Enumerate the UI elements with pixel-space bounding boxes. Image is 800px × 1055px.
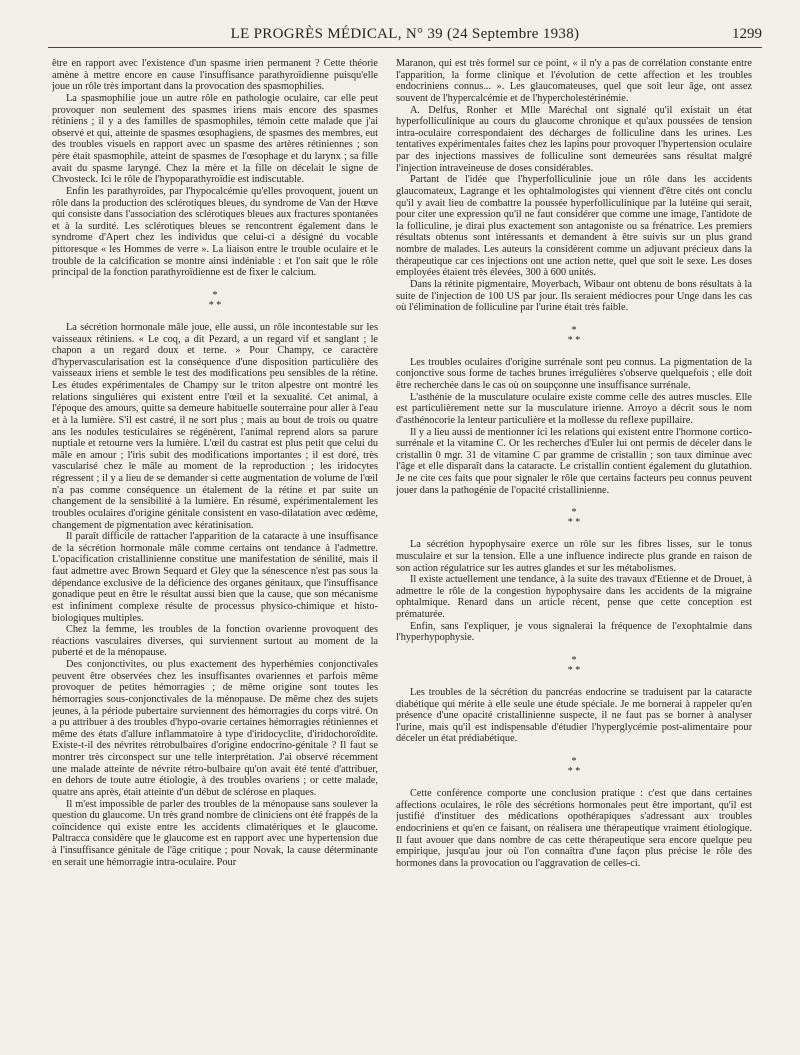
paragraph: Il y a lieu aussi de mentionner ici les relations qui existent entre l'hormone cortico-surrénale et la vitamine C. Or les recherches d'Euler lui ont permis de déceler dans le cristallin 0 mgr. 31 de vitamine C par gramme de cristallin ; son taux diminue avec l'âge et elle disparaît dans la cataracte. Le cristallin contient également du glutathion. Je ne cite ces faits que pour signaler le rôle que certains facteurs peu connus peuvent jouer dans la pathogénie de l'opacité cristallinienne. [396, 426, 752, 496]
paragraph: Cette conférence comporte une conclusion pratique : c'est que dans certaines affections oculaires, le rôle des sécrétions hormonales peut être important, qu'il est justifié d'instituer des médications opothérapiques s'adressant aux troubles endocriniens et qu'en ce faisant, on réalisera une thérapeutique vraiment étiologique. Il faut avouer que dans nombre de cas cette thérapeutique sera encore quelque peu empirique, jusqu'au jour où l'on connaîtra d'une façon plus précise le rôle des hormones dans la provocation ou l'aggravation de celles-ci. [396, 788, 752, 869]
paragraph: Dans la rétinite pigmentaire, Moyerbach, Wibaur ont obtenu de bons résultats à la suite de l'injection de 100 US par jour. Ils seraient médiocres pour Unge dans les cas où l'élimination de folliculine par l'urine était très faible. [396, 278, 752, 314]
page-number: 1299 [732, 26, 762, 42]
section-separator: * * * [567, 654, 581, 676]
paragraph: Enfin, sans l'expliquer, je vous signalerai la fréquence de l'exophtalmie dans l'hyperhypophysie. [396, 620, 752, 644]
paragraph: Il paraît difficile de rattacher l'apparition de la cataracte à une insuffisance de la sécrétion hormonale mâle comme certains ont tendance à l'admettre. L'opacification cristallinienne constitue une manifestation de sénilité, mais il faut admettre avec Brown Sequard et Gley que la sénescence n'est pas sous la dépendance exclusive de la déficience des organes génitaux, que l'insuffisance gonadique peut en être le résultat aussi bien que la cause, que son mécanisme est infiniment complexe résulte de processus physico-chimique et histo-biologiques multiples. [52, 531, 378, 624]
journal-title: LE PROGRÈS MÉDICAL, N° 39 (24 Septembre 1938) [230, 26, 580, 42]
section-separator: * * * [567, 507, 581, 529]
section-separator: * * * [208, 289, 222, 311]
paragraph: Chez la femme, les troubles de la fonction ovarienne provoquent des réactions vasculaires diverses, qui surviennent surtout au moment de la puberté et de la ménopause. [52, 624, 378, 659]
running-header [48, 26, 762, 46]
paragraph: Partant de l'idée que l'hyperfolliculinie joue un rôle dans les accidents glaucomateux, Lagrange et les ophtalmologistes qui viennent d'être cités ont conclu qu'il y avait lieu de combattre la poussée hyperfolliculinique par la lutéine qui serait, pour citer une expression qu'il ne faut considérer que comme une image, l'antidote de la folliculine, je dirai plus exactement son antagoniste ou sa frénatrice. Les premiers résultats obtenus sont intéressants et demandent à être suivis sur un plus grand nombre de malades. Les auteurs la considèrent comme un adjuvant précieux dans la thérapeutique car ces injections ont une action nette, quel que soit le sexe. Les doses employées étaient très élevées, 300 à 600 unités. [396, 174, 752, 279]
paragraph: Il existe actuellement une tendance, à la suite des travaux d'Etienne et de Drouet, à admettre le rôle de la congestion hypophysaire dans les accidents de la migraine ophtalmique. Renard dans un article récent, pense que cette conception est prématurée. [396, 574, 752, 620]
paragraph: A. Delfus, Ronher et Mlle Maréchal ont signalé qu'il existait un état hyperfolliculinique au cours du glaucome chronique et qu'aux poussées de tension intra-oculaire correspondaient des décharges de folliculine dans les urines. Les tentatives expérimentales faites chez les lapins pour provoquer l'hypertension oculaire par des injections massives de folliculine sont demeurées sans résultat malgré l'injection intraveineuse de doses considérables. [396, 104, 752, 174]
left-column [52, 58, 378, 1048]
paragraph: Enfin les parathyroïdes, par l'hypocalcémie qu'elles provoquent, jouent un rôle dans la production des sclérotiques bleues, du syndrome de Van der Hœve qui consiste dans l'association des sclérotiques bleues aux fractures spontanées et à la surdité. Les sclérotiques bleues se rencontrent également dans le syndrome d'Apert chez les individus que celui-ci a désigné du vocable pittoresque « les Hommes de verre ». La liaison entre le trouble oculaire et le trouble de la calcification se montre ainsi indéniable : et l'on sait que le rôle principal de la fonction parathyroïdienne est de fixer le calcium. [52, 185, 378, 279]
paragraph: La spasmophilie joue un autre rôle en pathologie oculaire, car elle peut provoquer non seulement des spasmes iriens mais encore des spasmes rétiniens ; il y a des familles de spasmophiles, témoin cette malade que j'ai observé et qui, atteinte de spasmes œsophagiens, de spasmes des membres, eut des troubles visuels en rapport avec un spasme des artères rétiniennes ; son père était spasmophile, atteint de spasmes de l'œsophage et du larynx ; sa fille avait du spasme laryngé. Chez la mère et la fille on décelait le signe de Chvosteck. Ici le rôle de l'hypoparathyroïdie est indiscutable. [52, 92, 378, 186]
paragraph: Maranon, qui est très formel sur ce point, « il n'y a pas de corrélation constante entre l'apparition, la forme clinique et l'évolution de cette affection et les troubles endocriniens connus... ». Les glaucomateuses, quel que soit leur âge, ont assez souvent de l'hypercalcémie et de l'hypercholestérinémie. [396, 58, 752, 104]
paragraph: Des conjonctivites, ou plus exactement des hyperhémies conjonctivales peuvent être observées chez les insuffisantes ovariennes et parfois même provoquer de petites hémorragies ; de même origine sont toutes les hémorragies sous-conjonctivales de la ménopause. De même chez des sujets jeunes, à la période pubertaire surviennent des hémorragies du corps vitré. On a pu attribuer à des troubles d'hypo-ovarie certaines hémorragies rétiniennes et même des états d'allure inflammatoire à type d'iridocyclite, d'iridochoroïdite. Existe-t-il des névrites rétrobulbaires d'origine endocrino-génitale ? Il faut se montrer très circonspect sur une telle interprétation. J'ai observé récemment une malade atteinte de névrite rétro-bulbaire qu'on avait été tenté d'attribuer, en dehors de toute autre étiologie, à des troubles ovariens ; or cette malade, quatre ans après, était atteinte d'un début de sclérose en plaques. [52, 659, 378, 798]
paragraph: être en rapport avec l'existence d'un spasme irien permanent ? Cette théorie amène à mettre encore en cause l'insuffisance parathyroïdienne puisqu'elle joue un rôle très important dans la provocation des spasmophilies. [52, 58, 378, 93]
paragraph: Il m'est impossible de parler des troubles de la ménopause sans soulever la question du glaucome. Un très grand nombre de cliniciens ont été frappés de la coïncidence qui existe entre les accidents climatériques et le glaucome. Paltracca considère que le glaucome est en rapport avec une hypertension due à l'insuffisance génitale de l'âge critique ; pour Novak, la cause déterminante en serait une hémorragie intra-oculaire. Pour [52, 798, 378, 868]
paragraph: La sécrétion hypophysaire exerce un rôle sur les fibres lisses, sur le tonus musculaire et sur la tension. Elle a une influence indirecte plus grande en raison de son action régulatrice sur les autres glandes et sur les métabolismes. [396, 539, 752, 574]
paragraph: Les troubles de la sécrétion du pancréas endocrine se traduisent par la cataracte diabétique qui mérite à elle seule une étude spéciale. Je me bornerai à rappeler qu'en présence d'une opacité cristallinienne suspecte, il ne faut pas se borner à analyser l'urine, mais qu'il est indispensable d'étudier l'hyperglycémie post-alimentaire pour déceler un état prédiabétique. [396, 686, 752, 745]
section-separator: * * * [567, 324, 581, 346]
paragraph: La sécrétion hormonale mâle joue, elle aussi, un rôle incontestable sur les vaisseaux rétiniens. « Le coq, a dit Pezard, a un regard vif et sanglant ; le chapon a un regard doux et terne. » Pour Champy, ce caractère d'hypervascularisation est la conséquence d'une disposition particulière des vaisseaux iriens et semble le test des modifications peu sensibles de la rétine. Les études expérimentales de Champy sur le triton alpestre ont montré les relations singulières qui existent entre l'œil et la sexualité. Cet animal, à l'époque des amours, quitte sa demeure habituelle souterraine pour aller à l'eau et à la lumière. S'il est castré, il ne sort plus ; mais au bout de trois ou quatre ans les nodules testiculaires se régénèrent, l'animal reprend alors sa parure nuptiale et retourne vers la lumière. L'œil du castrat est plus petit que celui du mâle en amour ; l'iris subit des modifications importantes ; il est doré, très vascularisé chez le mâle au moment de la reproduction ; les iridocytes régressent ; il y a lieu de se demander si cette augmentation de volume de l'œil n'a pas comme conséquence un étalement de la rétine et par suite un changement de la sensibilité à la lumière. En résumé, expérimentalement les troubles oculaires d'origine génitale consistent en vaso-dilatation avec œdème, changement de pigmentation avec kératinisation. [52, 321, 378, 531]
section-separator: * * * [567, 756, 581, 777]
paragraph: L'asthénie de la musculature oculaire existe comme celle des autres muscles. Elle est particulièrement nette sur la musculature irienne. Arroyo a décrit sous le nom d'asthénocorie la lenteur particulière et la mollesse du reflexe pupillaire. [396, 391, 752, 426]
right-column [396, 58, 752, 1048]
paragraph: Les troubles oculaires d'origine surrénale sont peu connus. La pigmentation de la conjonctive sous forme de taches brunes irrégulières s'observe quelquefois ; elle doit être recherchée dans le cas où on soupçonne une insuffisance surrénale. [396, 356, 752, 391]
header-rule [48, 47, 762, 48]
